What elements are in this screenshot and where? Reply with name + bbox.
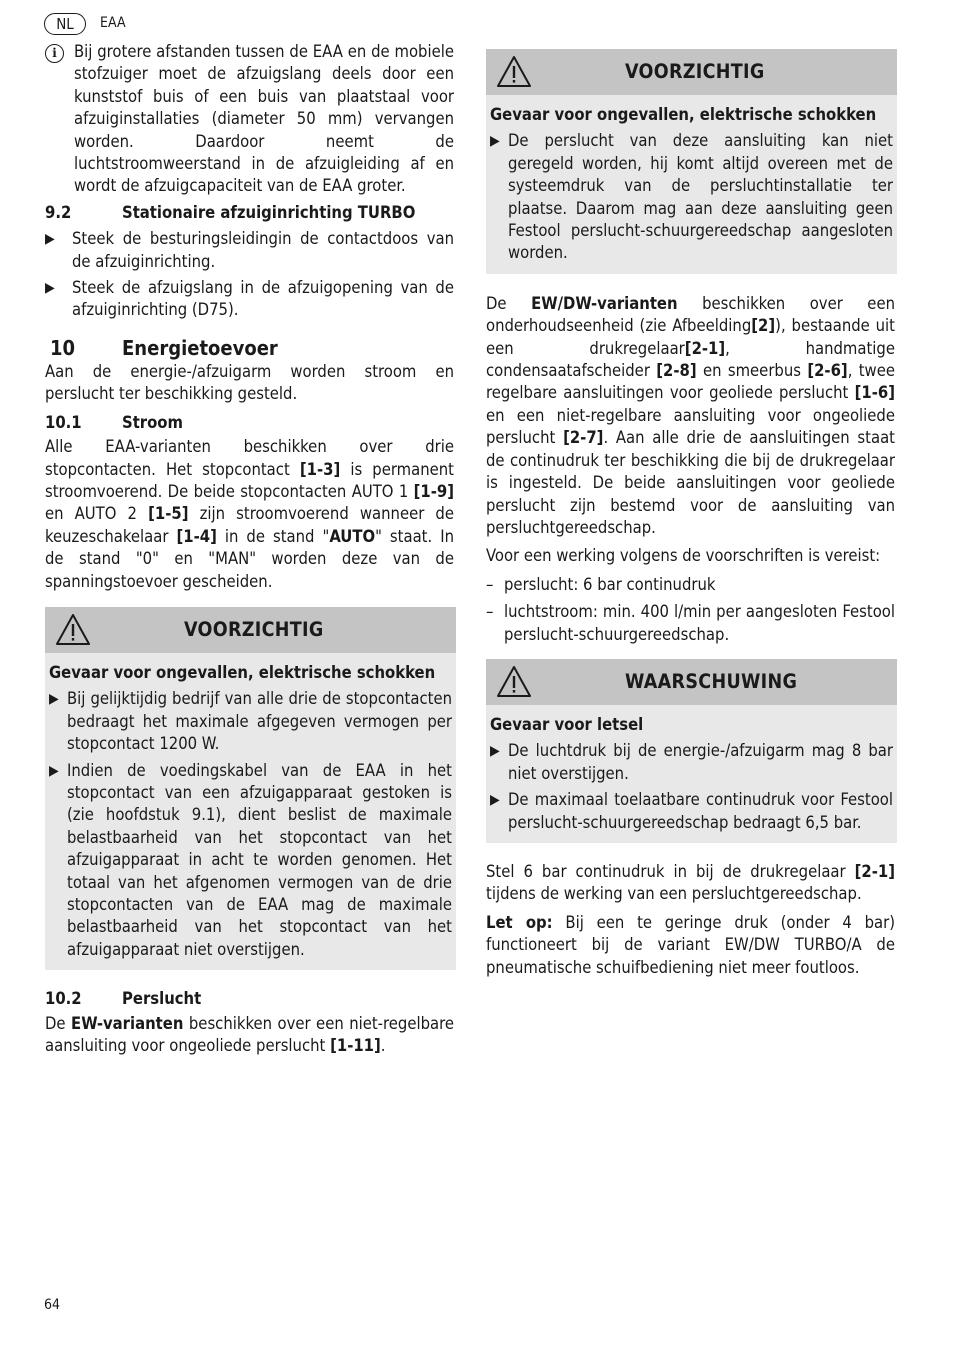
caution-box	[486, 49, 897, 274]
section-number: 9.2	[45, 202, 72, 222]
section-number: 10.1	[45, 412, 82, 432]
list-item-text: luchtstroom: min. 400 l/min per aangesloten Festool perslucht-schuurgereedschap.	[504, 602, 895, 644]
list-item-text: Indien de voedingskabel van de EAA in het stopcontact van een afzuigapparaat gestoken is (zie hoofdstuk 9.1), dient beslist de maximale belastbaarheid van het stopcontact van het afzuigapparaat in acht te worden genomen. Het totaal van het afgenomen vermogen van de drie stopcontacten van de EAA mag de maximale belastbaarheid van het stopcontact van het afzuigapparaat niet overstijgen.	[67, 760, 452, 959]
dash-bullet: –	[486, 574, 494, 594]
list-item	[45, 228, 454, 273]
section-heading-10-2	[45, 988, 454, 1010]
caution-subtitle: Gevaar voor ongevallen, elektrische schokken	[490, 105, 877, 124]
arrow-bullet-icon: ▶	[490, 133, 500, 150]
warning-triangle-icon	[496, 55, 532, 89]
arrow-bullet-icon: ▶	[49, 762, 59, 779]
info-note	[45, 41, 454, 198]
list-item	[486, 601, 895, 646]
list-item	[490, 740, 893, 785]
caution-title: VOORZICHTIG	[625, 60, 765, 83]
section-title: Energietoevoer	[122, 335, 278, 360]
caution-header	[486, 49, 897, 95]
arrow-bullet-icon: ▶	[490, 792, 500, 809]
section-heading-9-2	[45, 202, 454, 224]
note-paragraph: Let op: Bij een te geringe druk (onder 4 bar) functioneert bij de variant EW/DW TURBO/A de pneumatische schuifbediening niet meer foutloos.	[486, 912, 895, 977]
pressure-setting-paragraph: Stel 6 bar continudruk in bij de drukregelaar [2-1] tijdens de werking van een persluchtgereedschap.	[486, 861, 895, 904]
requirements-intro: Voor een werking volgens de voorschriften is vereist:	[486, 546, 881, 566]
section-title: Perslucht	[122, 989, 202, 1009]
list-item-text: De luchtdruk bij de energie-/afzuigarm mag 8 bar niet overstijgen.	[508, 741, 893, 783]
info-text: Bij grotere afstanden tussen de EAA en de mobiele stofzuiger moet de afzuigslang deels door een kunststof buis of een buis van plaatstaal voor afzuiginstallaties (diameter 50 mm) vervangen worden. Daardoor neemt de luchtstroomweerstand in de afzuigleiding af en wordt de afzuigcapaciteit van de EAA groter.	[74, 42, 454, 196]
language-badge: NL	[44, 13, 86, 35]
warning-body	[486, 705, 897, 843]
arrow-bullet-icon: ▶	[45, 231, 55, 248]
caution-box	[45, 607, 456, 970]
warning-triangle-icon	[55, 613, 91, 647]
list-item-text: perslucht: 6 bar continudruk	[504, 574, 716, 594]
maintenance-unit-paragraph: De EW/DW-varianten beschikken over een onderhoudseenheid (zie Afbeelding[2]), bestaande uit een drukregelaar[2-1], handmatige condensaatafscheider [2-8] en smeerbus [2-6], twee regelbare aansluitingen voor geoliede perslucht [1-6] en een niet-regelbare aansluiting voor ongeoliede perslucht [2-7]. Aan alle drie de aansluitingen staat de continudruk ter beschikking die bij de drukregelaar is ingesteld. De beide aansluitingen voor geoliede perslucht zijn bestemd voor de aansluiting van persluchtgereedschap.	[486, 293, 895, 537]
list-item-text: Bij gelijktijdig bedrijf van alle drie de stopcontacten bedraagt het maximale afgegeven vermogen per stopcontact 1200 W.	[67, 689, 452, 754]
right-column	[486, 49, 895, 979]
power-paragraph: Alle EAA-varianten beschikken over drie stopcontacten. Het stopcontact [1-3] is permanent stroomvoerend. De beide stopcontacten AUTO 1 [1-9] en AUTO 2 [1-5] zijn stroomvoerend wanneer de keuzeschakelaar [1-4] in de stand "AUTO" staat. In de stand "0" en "MAN" worden deze van de spanningstoevoer gescheiden.	[45, 437, 454, 591]
list-item	[486, 574, 895, 596]
energy-supply-text: Aan de energie-/afzuigarm worden stroom en perslucht ter beschikking gesteld.	[45, 361, 454, 404]
list-item-text: De maximaal toelaatbare continudruk voor Festool perslucht-schuurgereedschap bedraagt 6,5 bar.	[508, 790, 893, 832]
section-title: Stroom	[122, 412, 183, 432]
compressed-air-paragraph: De EW-varianten beschikken over een niet-regelbare aansluiting voor ongeoliede perslucht [1-11].	[45, 1013, 454, 1056]
section-title: Stationaire afzuiginrichting TURBO	[122, 202, 416, 222]
list-item	[490, 789, 893, 834]
list-item	[49, 688, 452, 755]
arrow-bullet-icon: ▶	[45, 280, 55, 297]
section-number: 10.2	[45, 989, 82, 1009]
list-item	[49, 760, 452, 962]
list-item-text: Steek de besturingsleidingin de contactdoos van de afzuiginrichting.	[72, 229, 454, 271]
warning-title: WAARSCHUWING	[625, 669, 798, 693]
list-item	[490, 130, 893, 264]
caution-header	[45, 607, 456, 653]
list-item	[45, 277, 454, 322]
caution-subtitle: Gevaar voor ongevallen, elektrische schokken	[49, 662, 436, 682]
list-item-text: De perslucht van deze aansluiting kan niet geregeld worden, hij komt altijd overeen met de systeemdruk van de persluchtinstallatie ter plaatse. Daarom mag aan deze aansluiting geen Festool perslucht-schuurgereedschap aangesloten worden.	[508, 131, 893, 263]
section-heading-10	[45, 335, 454, 361]
warning-box	[486, 659, 897, 843]
section-heading-10-1	[45, 412, 454, 434]
arrow-bullet-icon: ▶	[49, 691, 59, 708]
info-icon: i	[45, 44, 64, 63]
warning-header	[486, 659, 897, 705]
dash-bullet: –	[486, 602, 494, 622]
arrow-bullet-icon: ▶	[490, 743, 500, 760]
caution-body	[486, 95, 897, 274]
warning-triangle-icon	[496, 665, 532, 699]
caution-title: VOORZICHTIG	[184, 617, 324, 641]
caution-body	[45, 653, 456, 970]
page-number: 64	[44, 1297, 61, 1313]
section-number: 10	[50, 335, 76, 360]
warning-subtitle: Gevaar voor letsel	[490, 714, 644, 734]
left-column	[45, 41, 454, 1057]
product-code: EAA	[100, 15, 126, 31]
list-item-text: Steek de afzuigslang in de afzuigopening van de afzuiginrichting (D75).	[72, 278, 454, 320]
